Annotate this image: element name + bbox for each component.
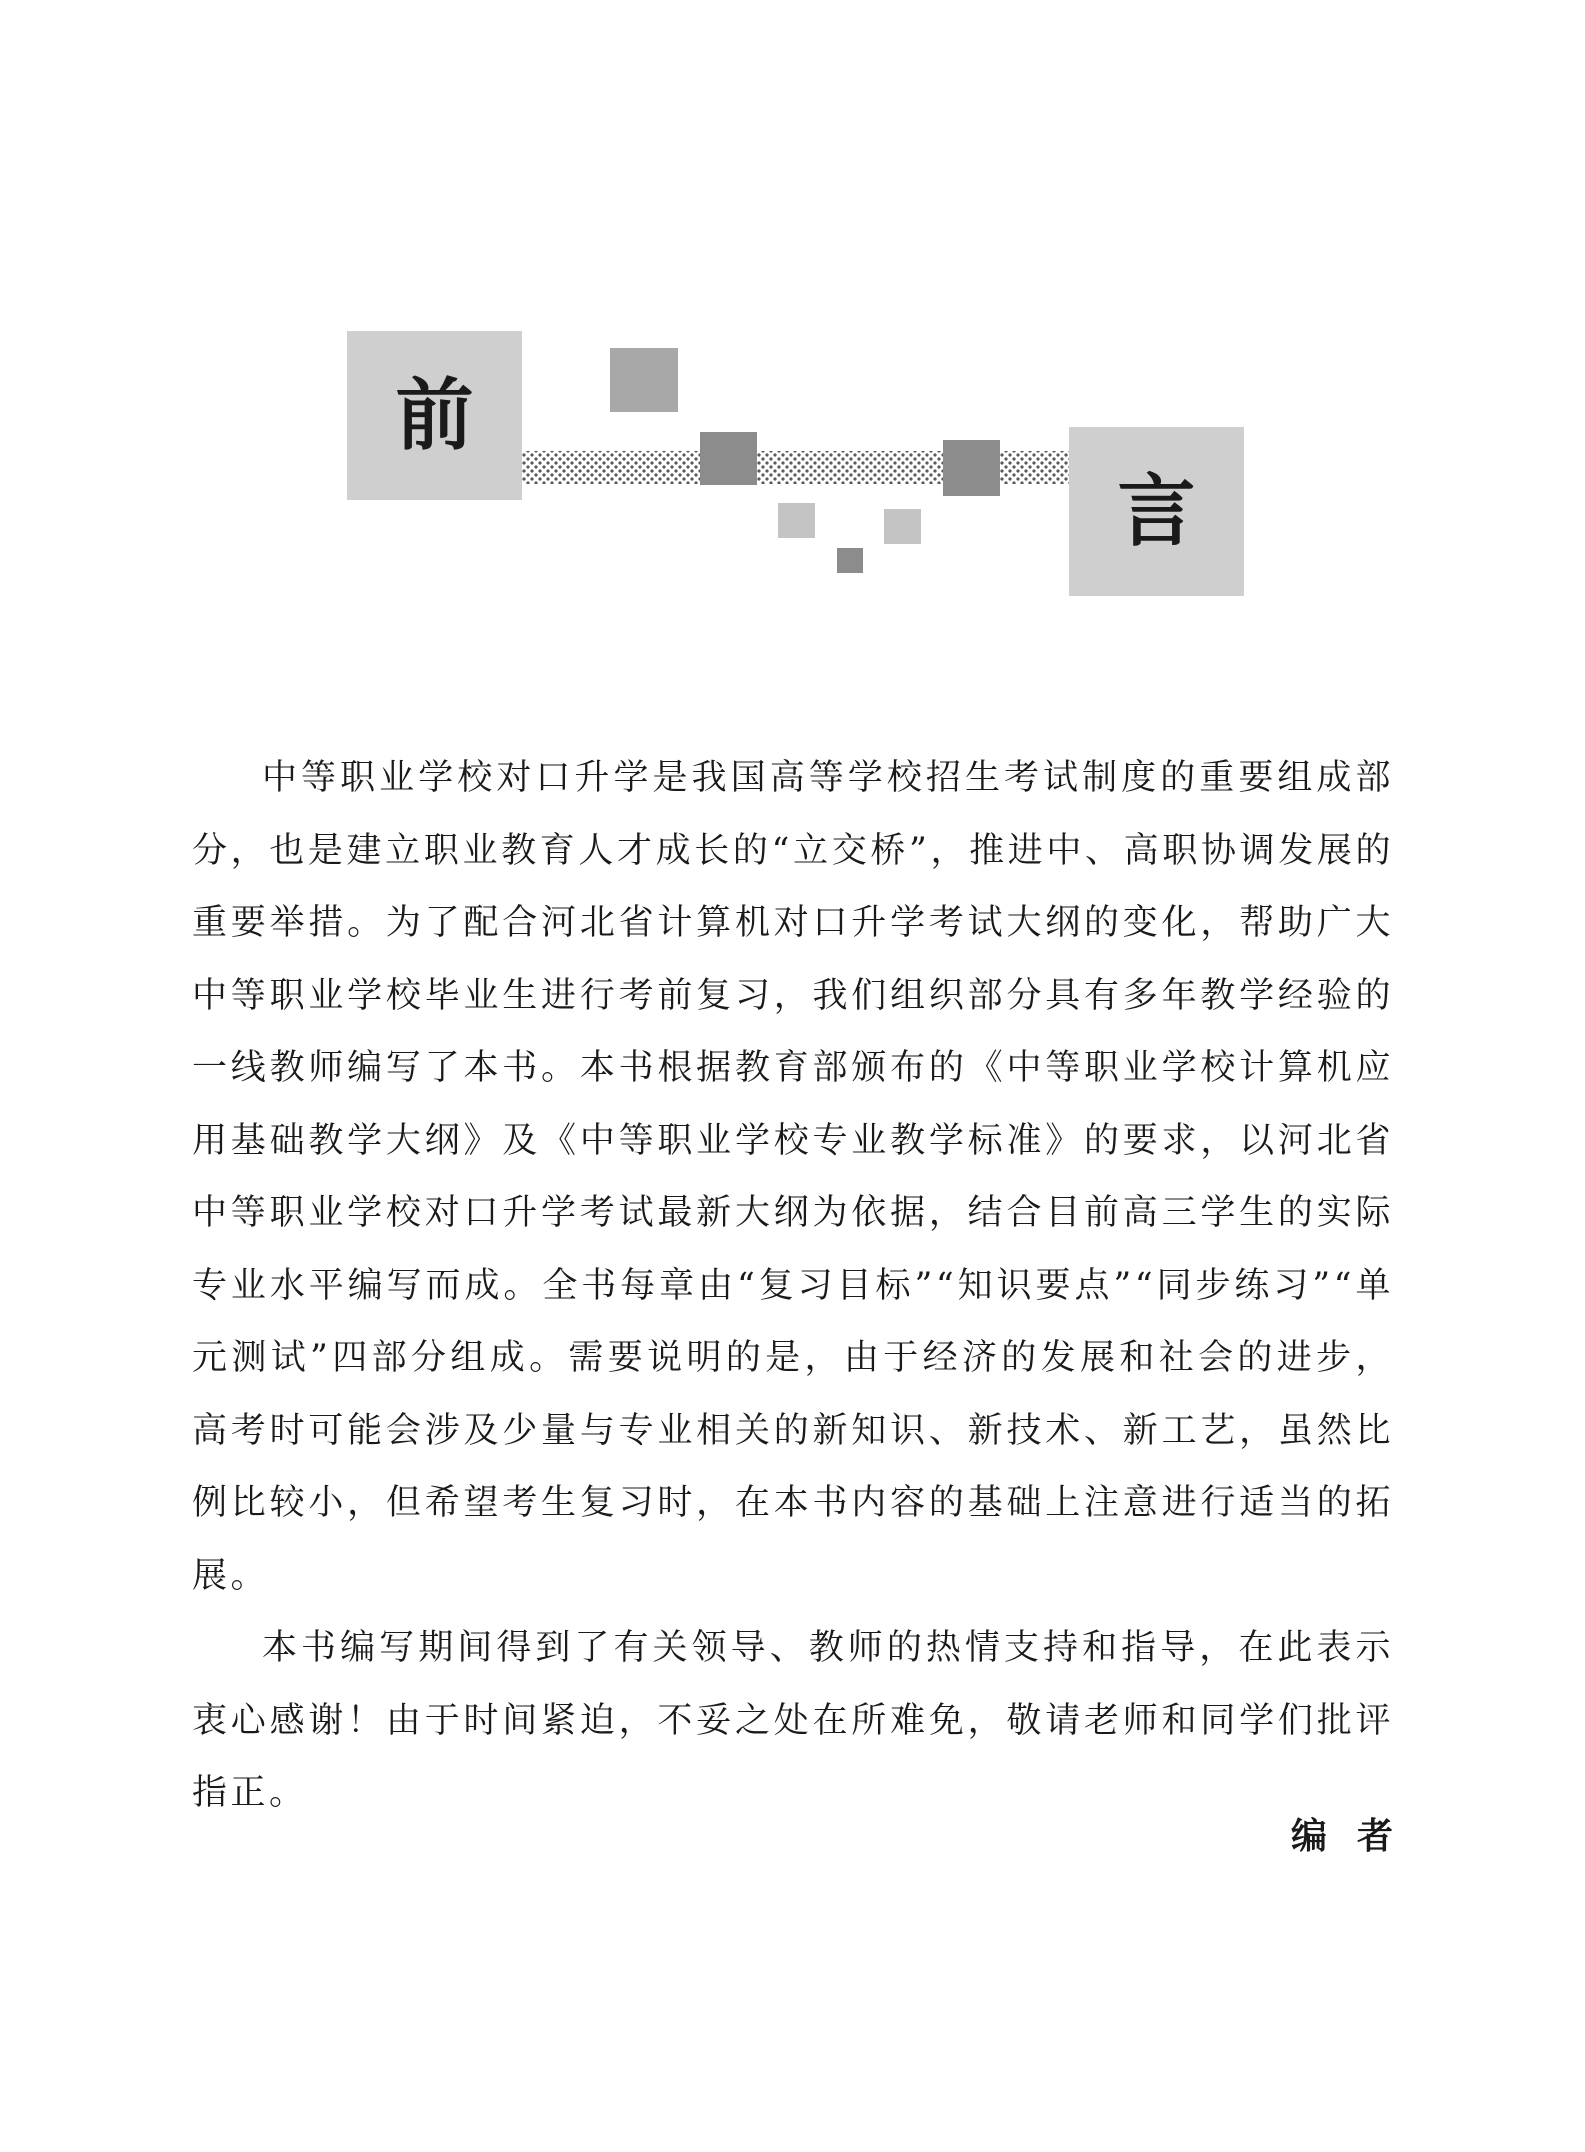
decorative-square-small [837,548,863,573]
decorative-square-light-left [778,503,815,538]
decorative-square-dark-right [943,440,1000,496]
dotted-connector-strip-left [520,451,700,484]
decorative-square-dark-left [700,432,757,485]
title-box-second [1069,427,1244,596]
dotted-connector-strip-middle [755,451,943,484]
preface-signature: 编者 [1290,1816,1423,1857]
preface-paragraph-1: 中等职业学校对口升学是我国高等学校招生考试制度的重要组成部分，也是建立职业教育人才成长的“立交桥”，推进中、高职协调发展的重要举措。为了配合河北省计算机对口升学考试大纲的变化，帮助广大中等职业学校毕业生进行考前复习，我们组织部分具有多年教学经验的一线教师编写了本书。本书根据教育部颁布的《中等职业学校计算机应用基础教学大纲》及《中等职业学校专业教学标准》的要求，以河北省中等职业学校对口升学考试最新大纲为依据，结合目前高三学生的实际专业水平编写而成。全书每章由“复习目标”“知识要点”“同步练习”“单元测试”四部分组成。需要说明的是，由于经济的发展和社会的进步，高考时可能会涉及少量与专业相关的新知识、新技术、新工艺，虽然比例比较小，但希望考生复习时，在本书内容的基础上注意进行适当的拓展。 [192,758,1394,1596]
dotted-connector-strip-right [998,451,1070,484]
title-box-first [347,331,522,500]
preface-paragraph-2: 本书编写期间得到了有关领导、教师的热情支持和指导，在此表示衷心感谢！由于时间紧迫，不妥之处在所难免，敬请老师和同学们批评指正。 [192,1628,1394,1813]
decorative-square-top [610,348,678,412]
preface-body [192,742,1394,1830]
title-char-second: 言 [1117,466,1196,557]
title-char-first: 前 [395,370,474,461]
decorative-square-light-right [884,509,921,544]
preface-header-ornament [0,0,1585,620]
